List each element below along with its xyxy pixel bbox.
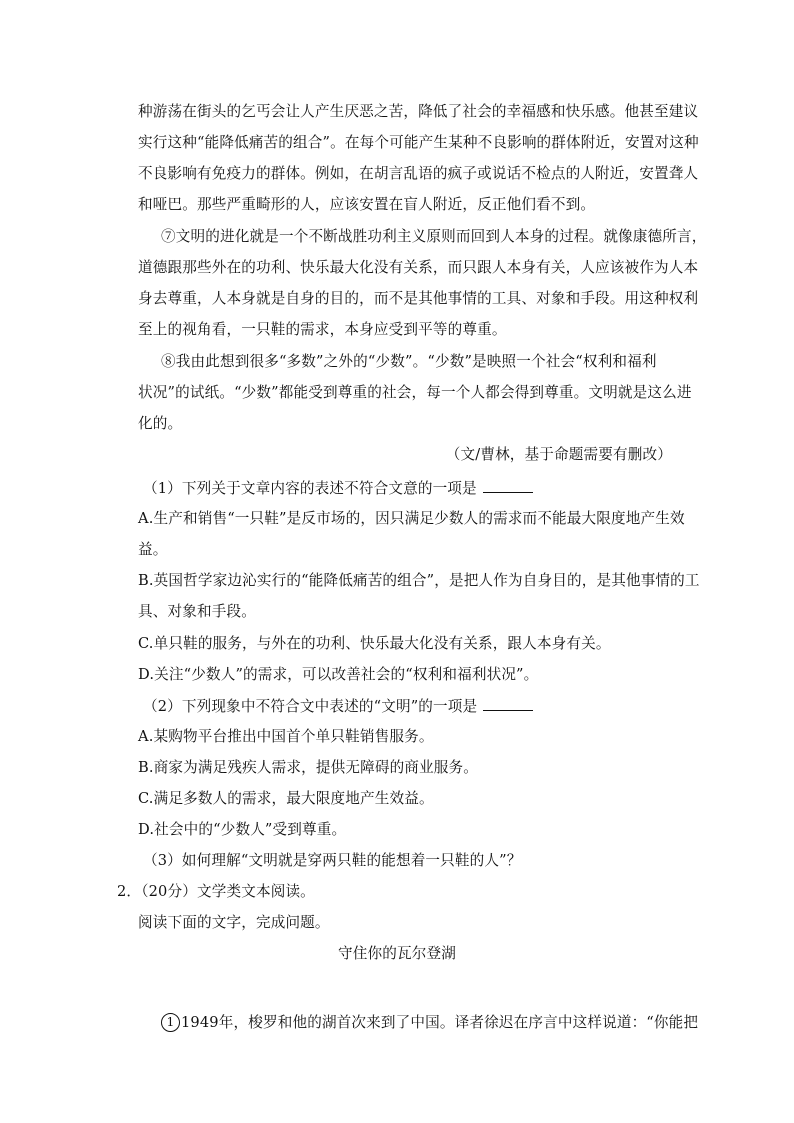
option-d: D.社会中的“少数人”受到尊重。 (138, 821, 347, 838)
passage-line: 化的。 (138, 415, 183, 432)
option-c: C.单只鞋的服务，与外在的功利、快乐最大化没有关系，跟人本身有关。 (138, 635, 611, 652)
passage-line: 实行这种“能降低痛苦的组合”。在每个可能产生某种不良影响的群体附近，安置对这种 (138, 134, 699, 151)
option-a-cont: 益。 (138, 541, 168, 558)
passage-line: ⑧我由此想到很多“多数”之外的“少数”。“少数”是映照一个社会“权利和福利 (161, 353, 657, 370)
passage-line: 不良影响有免疫力的群体。例如，在胡言乱语的疯子或说话不检点的人附近，安置聋人 (138, 165, 699, 182)
question-1-stem-text: （1）下列关于文章内容的表述不符合文意的一项是 (143, 480, 477, 497)
paragraph-number: 1 (161, 1013, 180, 1032)
question-1-stem (143, 478, 533, 499)
option-a: A.生产和销售“一只鞋”是反市场的，因只满足少数人的需求而不能最大限度地产生效 (138, 510, 685, 527)
passage-line: ⑦文明的进化就是一个不断战胜功利主义原则而回到人本身的过程。就像康德所言， (161, 228, 707, 245)
section-2-heading: 2．（20分）文学类文本阅读。 (117, 883, 315, 900)
passage-line: 身去尊重，人本身就是自身的目的，而不是其他事情的工具、对象和手段。用这种权利 (138, 290, 699, 307)
option-a: A.某购物平台推出中国首个单只鞋销售服务。 (138, 728, 434, 745)
section-2-instruction: 阅读下面的文字，完成问题。 (138, 914, 330, 931)
paragraph-text: 1949年，梭罗和他的湖首次来到了中国。译者徐迟在序言中这样说道：“你能把 (181, 1014, 699, 1031)
answer-blank[interactable] (483, 478, 533, 493)
option-b-cont: 具、对象和手段。 (138, 603, 256, 620)
answer-blank[interactable] (483, 696, 533, 711)
question-2-stem-text: （2）下列现象中不符合文中表述的“文明”的一项是 (143, 698, 478, 715)
passage-line: 道德跟那些外在的功利、快乐最大化没有关系，而只跟人本身有关，人应该被作为人本 (138, 259, 699, 276)
passage-line: 状况”的试纸。“少数”都能受到尊重的社会，每一个人都会得到尊重。文明就是这么进 (138, 384, 692, 401)
option-b: B.商家为满足残疾人需求，提供无障碍的商业服务。 (138, 759, 479, 776)
passage-line: 和哑巴。那些严重畸形的人，应该安置在盲人附近，反正他们看不到。 (138, 196, 596, 213)
question-3-stem: （3）如何理解“文明就是穿两只鞋的能想着一只鞋的人”？ (143, 852, 522, 869)
option-b: B.英国哲学家边沁实行的“能降低痛苦的组合”，是把人作为自身目的，是其他事情的工 (138, 572, 700, 589)
question-2-stem (143, 696, 533, 717)
passage-line: 至上的视角看，一只鞋的需求，本身应受到平等的尊重。 (138, 321, 507, 338)
article-title: 守住你的瓦尔登湖 (338, 945, 456, 962)
passage-source: （文/曹林，基于命题需要有删改） (445, 446, 672, 463)
passage-line (161, 1013, 698, 1033)
option-c: C.满足多数人的需求，最大限度地产生效益。 (138, 790, 434, 807)
option-d: D.关注“少数人”的需求，可以改善社会的“权利和福利状况”。 (138, 666, 539, 683)
passage-line: 种游荡在街头的乞丐会让人产生厌恶之苦，降低了社会的幸福感和快乐感。他甚至建议 (138, 103, 699, 120)
